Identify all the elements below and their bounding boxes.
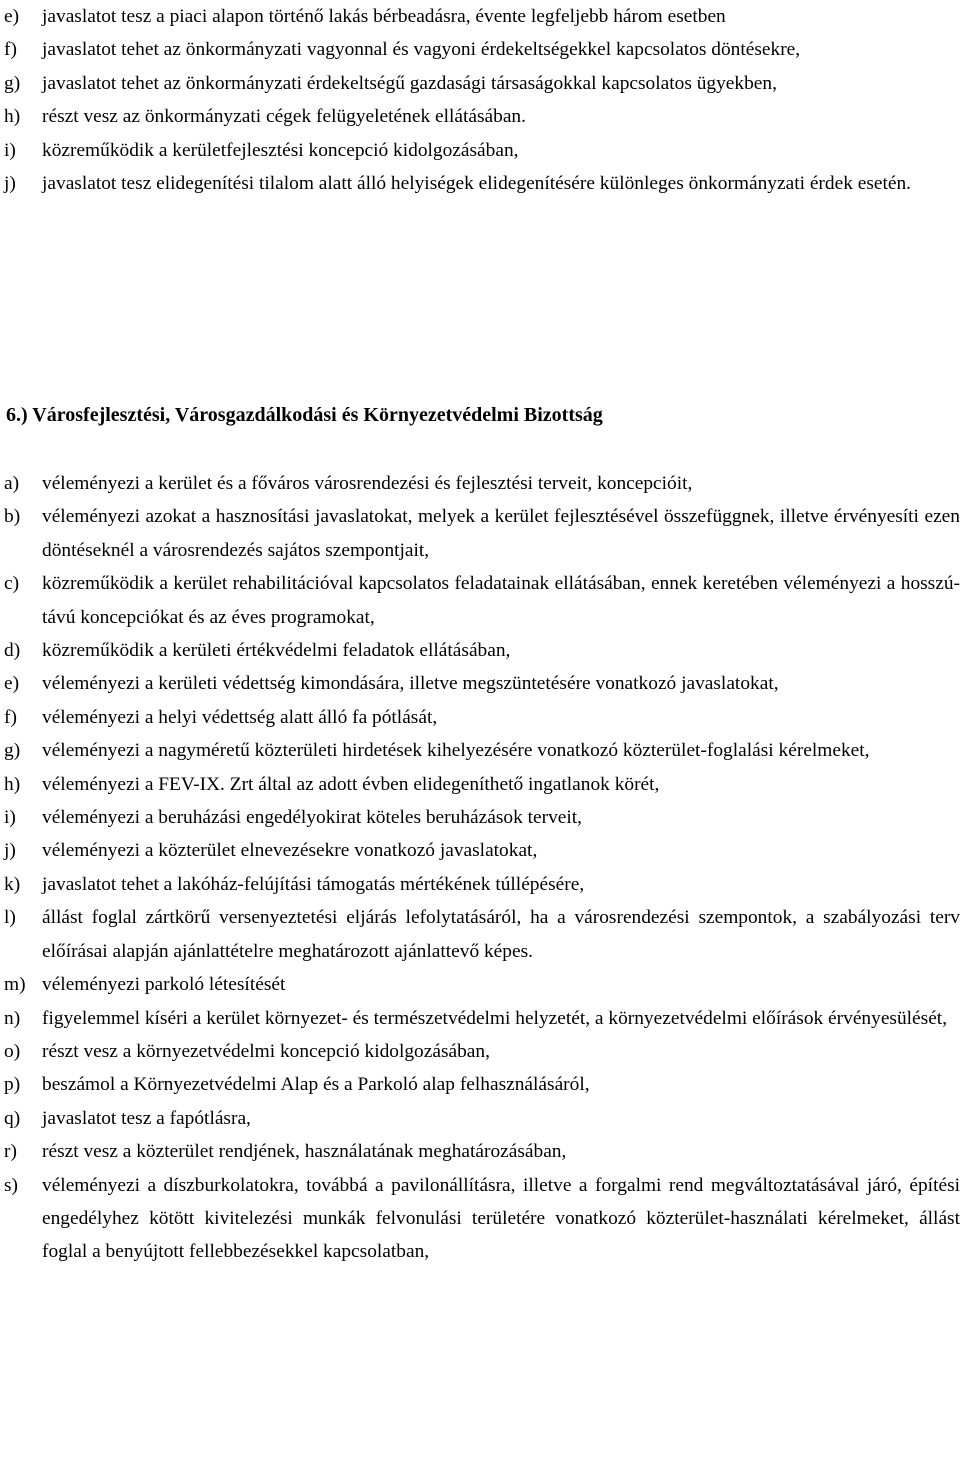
- list-item-marker: n): [4, 1007, 21, 1029]
- list-item-text: állást foglal zártkörű versenyeztetési eljárás lefolytatásáról, ha a városrendezési szempontok, a szabályozási terv előírásai alapján ajánlattételre meghatározott ajánlattevő képes.: [42, 907, 960, 962]
- list-item-text: javaslatot tesz elidegenítési tilalom alatt álló helyiségek elidegenítésére különleges önkormányzati érdek esetén.: [42, 173, 912, 195]
- list-item-marker: l): [4, 907, 16, 929]
- list-item: [0, 1068, 960, 1101]
- list-item-marker: m): [4, 974, 26, 996]
- list-item-text: javaslatot tesz a fapótlásra,: [42, 1107, 251, 1129]
- list-item-text: részt vesz a közterület rendjének, használatának meghatározásában,: [42, 1141, 567, 1163]
- list-item-marker: e): [4, 673, 20, 695]
- list-item: [0, 1135, 960, 1168]
- list-item: [0, 134, 960, 167]
- list-item-text: véleményezi azokat a hasznosítási javaslatokat, melyek a kerület fejlesztésével összefüggnek, illetve érvényesíti ezen döntéseknél a városrendezés sajátos szempontjait,: [42, 506, 960, 561]
- list-item-marker: g): [4, 740, 21, 762]
- list-item-text: javaslatot tesz a piaci alapon történő lakás bérbeadásra, évente legfeljebb három esetben: [42, 6, 726, 27]
- list-item-marker: h): [4, 773, 21, 795]
- list-item: [0, 500, 960, 567]
- list-item-marker: h): [4, 106, 21, 128]
- list-item-text: véleményezi a helyi védettség alatt álló fa pótlását,: [42, 706, 438, 728]
- list-item-marker: s): [4, 1174, 19, 1196]
- list-item-text: véleményezi a nagyméretű közterületi hirdetések kihelyezésére vonatkozó közterület-foglalási kérelmeket,: [42, 740, 870, 762]
- list-item-marker: i): [4, 139, 16, 161]
- list-item-marker: b): [4, 506, 21, 528]
- list-item-marker: j): [4, 840, 16, 862]
- list-item-marker: f): [4, 706, 17, 728]
- list-item-text: véleményezi a díszburkolatokra, továbbá a pavilonállításra, illetve a forgalmi rend megváltoztatásával járó, építési engedélyhez kötött kivitelezési munkák felvonulási területére vonatkozó közterület-használati kérelmeket, állást foglal a benyújtott fellebbezésekkel kapcsolatban,: [42, 1174, 960, 1263]
- list-committee-duties: [0, 467, 960, 1269]
- list-item-text: véleményezi parkoló létesítését: [42, 974, 286, 996]
- list-item-text: javaslatot tehet az önkormányzati érdekeltségű gazdasági társaságokkal kapcsolatos ügyekben,: [42, 72, 777, 94]
- list-item-text: közreműködik a kerületi értékvédelmi feladatok ellátásában,: [42, 640, 511, 662]
- list-item: [0, 701, 960, 734]
- list-item-text: beszámol a Környezetvédelmi Alap és a Parkoló alap felhasználásáról,: [42, 1074, 590, 1096]
- list-item: [0, 567, 960, 634]
- list-item: [0, 100, 960, 133]
- list-item-text: javaslatot tehet az önkormányzati vagyonnal és vagyoni érdekeltségekkel kapcsolatos döntésekre,: [42, 39, 801, 61]
- list-item: [0, 33, 960, 66]
- list-item: [0, 968, 960, 1001]
- list-item-marker: r): [4, 1141, 17, 1163]
- list-item-marker: p): [4, 1074, 21, 1096]
- list-item: [0, 1035, 960, 1068]
- list-item-marker: f): [4, 39, 17, 61]
- list-item-text: javaslatot tehet a lakóház-felújítási támogatás mértékének túllépésére,: [42, 873, 585, 895]
- list-item-text: véleményezi a FEV-IX. Zrt által az adott évben elidegeníthető ingatlanok körét,: [42, 773, 660, 795]
- list-item-text: figyelemmel kíséri a kerület környezet- és természetvédelmi helyzetét, a környezetvédelmi előírások érvényesülését,: [42, 1007, 948, 1029]
- list-item: [0, 1169, 960, 1269]
- list-item: [0, 901, 960, 968]
- list-item: [0, 0, 960, 33]
- list-item: [0, 634, 960, 667]
- list-item: [0, 667, 960, 700]
- list-item-text: részt vesz a környezetvédelmi koncepció kidolgozásában,: [42, 1040, 490, 1062]
- list-item: [0, 467, 960, 500]
- list-item: [0, 734, 960, 767]
- list-item: [0, 1102, 960, 1135]
- list-item: [0, 834, 960, 867]
- list-item-marker: k): [4, 873, 21, 895]
- list-item-marker: e): [4, 6, 20, 27]
- list-item: [0, 868, 960, 901]
- list-item-text: véleményezi a kerület és a főváros városrendezési és fejlesztési terveit, koncepcióit,: [42, 473, 693, 494]
- list-item-text: véleményezi a kerületi védettség kimondására, illetve megszüntetésére vonatkozó javaslatokat,: [42, 673, 779, 695]
- list-item: [0, 167, 960, 200]
- list-previous-committee: [0, 0, 960, 200]
- list-item-marker: a): [4, 473, 20, 494]
- list-item-text: véleményezi a beruházási engedélyokirat köteles beruházások terveit,: [42, 807, 582, 829]
- list-item-text: véleményezi a közterület elnevezésekre vonatkozó javaslatokat,: [42, 840, 538, 862]
- list-item: [0, 768, 960, 801]
- list-item-text: közreműködik a kerület rehabilitációval kapcsolatos feladatainak ellátásában, ennek keretében véleményezi a hosszú-távú koncepciókat és az éves programokat,: [42, 573, 960, 628]
- list-item-marker: q): [4, 1107, 21, 1129]
- list-item: [0, 67, 960, 100]
- list-item-marker: g): [4, 72, 21, 94]
- list-item: [0, 1002, 960, 1035]
- list-item: [0, 801, 960, 834]
- list-item-marker: j): [4, 173, 16, 195]
- list-item-text: részt vesz az önkormányzati cégek felügyeletének ellátásában.: [42, 106, 526, 128]
- list-item-text: közreműködik a kerületfejlesztési koncepció kidolgozásában,: [42, 139, 519, 161]
- list-item-marker: c): [4, 573, 20, 595]
- list-item-marker: i): [4, 807, 16, 829]
- section-heading: 6.) Városfejlesztési, Városgazdálkodási és Környezetvédelmi Bizottság: [6, 404, 603, 426]
- list-item-marker: o): [4, 1040, 21, 1062]
- list-item-marker: d): [4, 640, 21, 662]
